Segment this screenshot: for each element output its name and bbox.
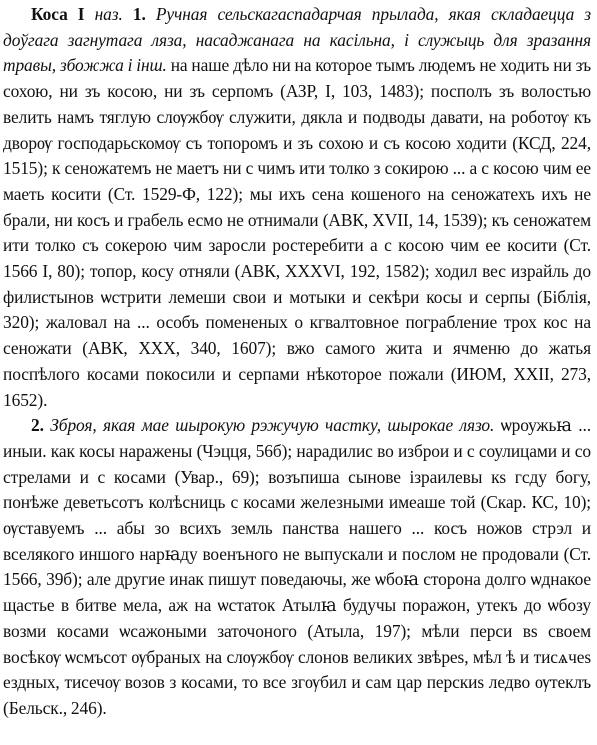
entry-headword: Коса I [31, 4, 85, 24]
sense-1-definition: Ручная сельскагаспадарчая прылада, якая складаецца з доўгага загнутага ляза, насаджанага на касільна, і служыць для зразання травы, збожжа і інш. [3, 4, 591, 76]
entry-sense-2 [3, 413, 591, 721]
sense-2-citations: ѡроужьꙗ ... иныи. как косы наражены (Чэцця, 56б); нарадилис во изброи и с соулицами и со стрелами и с косами (Увар., 69); возъпиша сынове ізраилевы кs гсду богу, понѣже деветьсотъ колѣсниць с косами железными имеаше той (Скар. КС, 10); ѹставуемъ ... абы зо всихъ земль панства нашего ... косъ ножов стрэл и вселякого иншого нарꙗду военъного не выпускали и послом не продовали (Ст. 1566, 39б); але другие инак пишут поведаючы, же ѡбоꙗ сторона долго ѡднакое щастье в битве мела, аж на ѡстаток Атылꙗ будучы поражон, утекъ до ѡбозу возми косами ѡсажоными заточоного (Атыла, 197); мѣли перси вs своем восѣкѹ ѡсмъсот ѹбраных на слѹжбѹ слонов великих звѣреs, мѣл ѣ и тисѧчеs ездных, тисечѹ возов з косами, то все згѹбил и сам цар перскиs ледво ѹтеклъ (Бельск., 246). [3, 415, 591, 718]
sense-2-number: 2. [31, 415, 44, 436]
sense-2-definition: Зброя, якая мае шырокую рэжучую частку, шырокае лязо. [50, 415, 495, 436]
sense-1-number: 1. [132, 4, 146, 24]
grammar-label: наз. [94, 4, 123, 24]
sense-1-citations: на наше дѣло ни на которое тымъ людемъ не ходить ни зъ сохою, ни зъ косою, ни зъ серпомъ (АЗР, I, 103, 1483); посполъ зъ волостью велить намъ тяглую слѹжбѹ служити, дякла и подводы давати, на роботѹ къ дворѹ господарьскомѹ съ топоромъ и зъ сохою и съ косою ходити (КСД, 224, 1515); к сеножатемъ не маетъ ни с чимъ ити толко з сокирою ... а с косою чим ее маеть косити (Ст. 1529-Ф, 122); мы ихъ сена кошеного на сеножатехъ ихъ не брали, ни косъ и грабель есмо не отнимали (АВК, XVII, 14, 1539); къ сеножатем ити толко съ сокерою чим заросли ростеребити а с косою чим ее косити (Ст. 1566 I, 80); топор, косу отняли (АВК, XXXVI, 192, 1582); ходил вес израйль до филистынов ѡстрити лемеши свои и мотыки и секѣри косы и серпы (Біблія, 320); жаловал на ... особъ помененых о кгвалтовное пограбление трох кос на сеножати (АВК, XXX, 340, 1607); вжо самого жита и ячменю до жатья поспѣлого косами покосили и серпами нѣкоторое пожали (ИЮМ, XXII, 273, 1652). [3, 55, 591, 410]
entry-sense-1 [3, 0, 591, 413]
dictionary-page [3, 0, 591, 745]
